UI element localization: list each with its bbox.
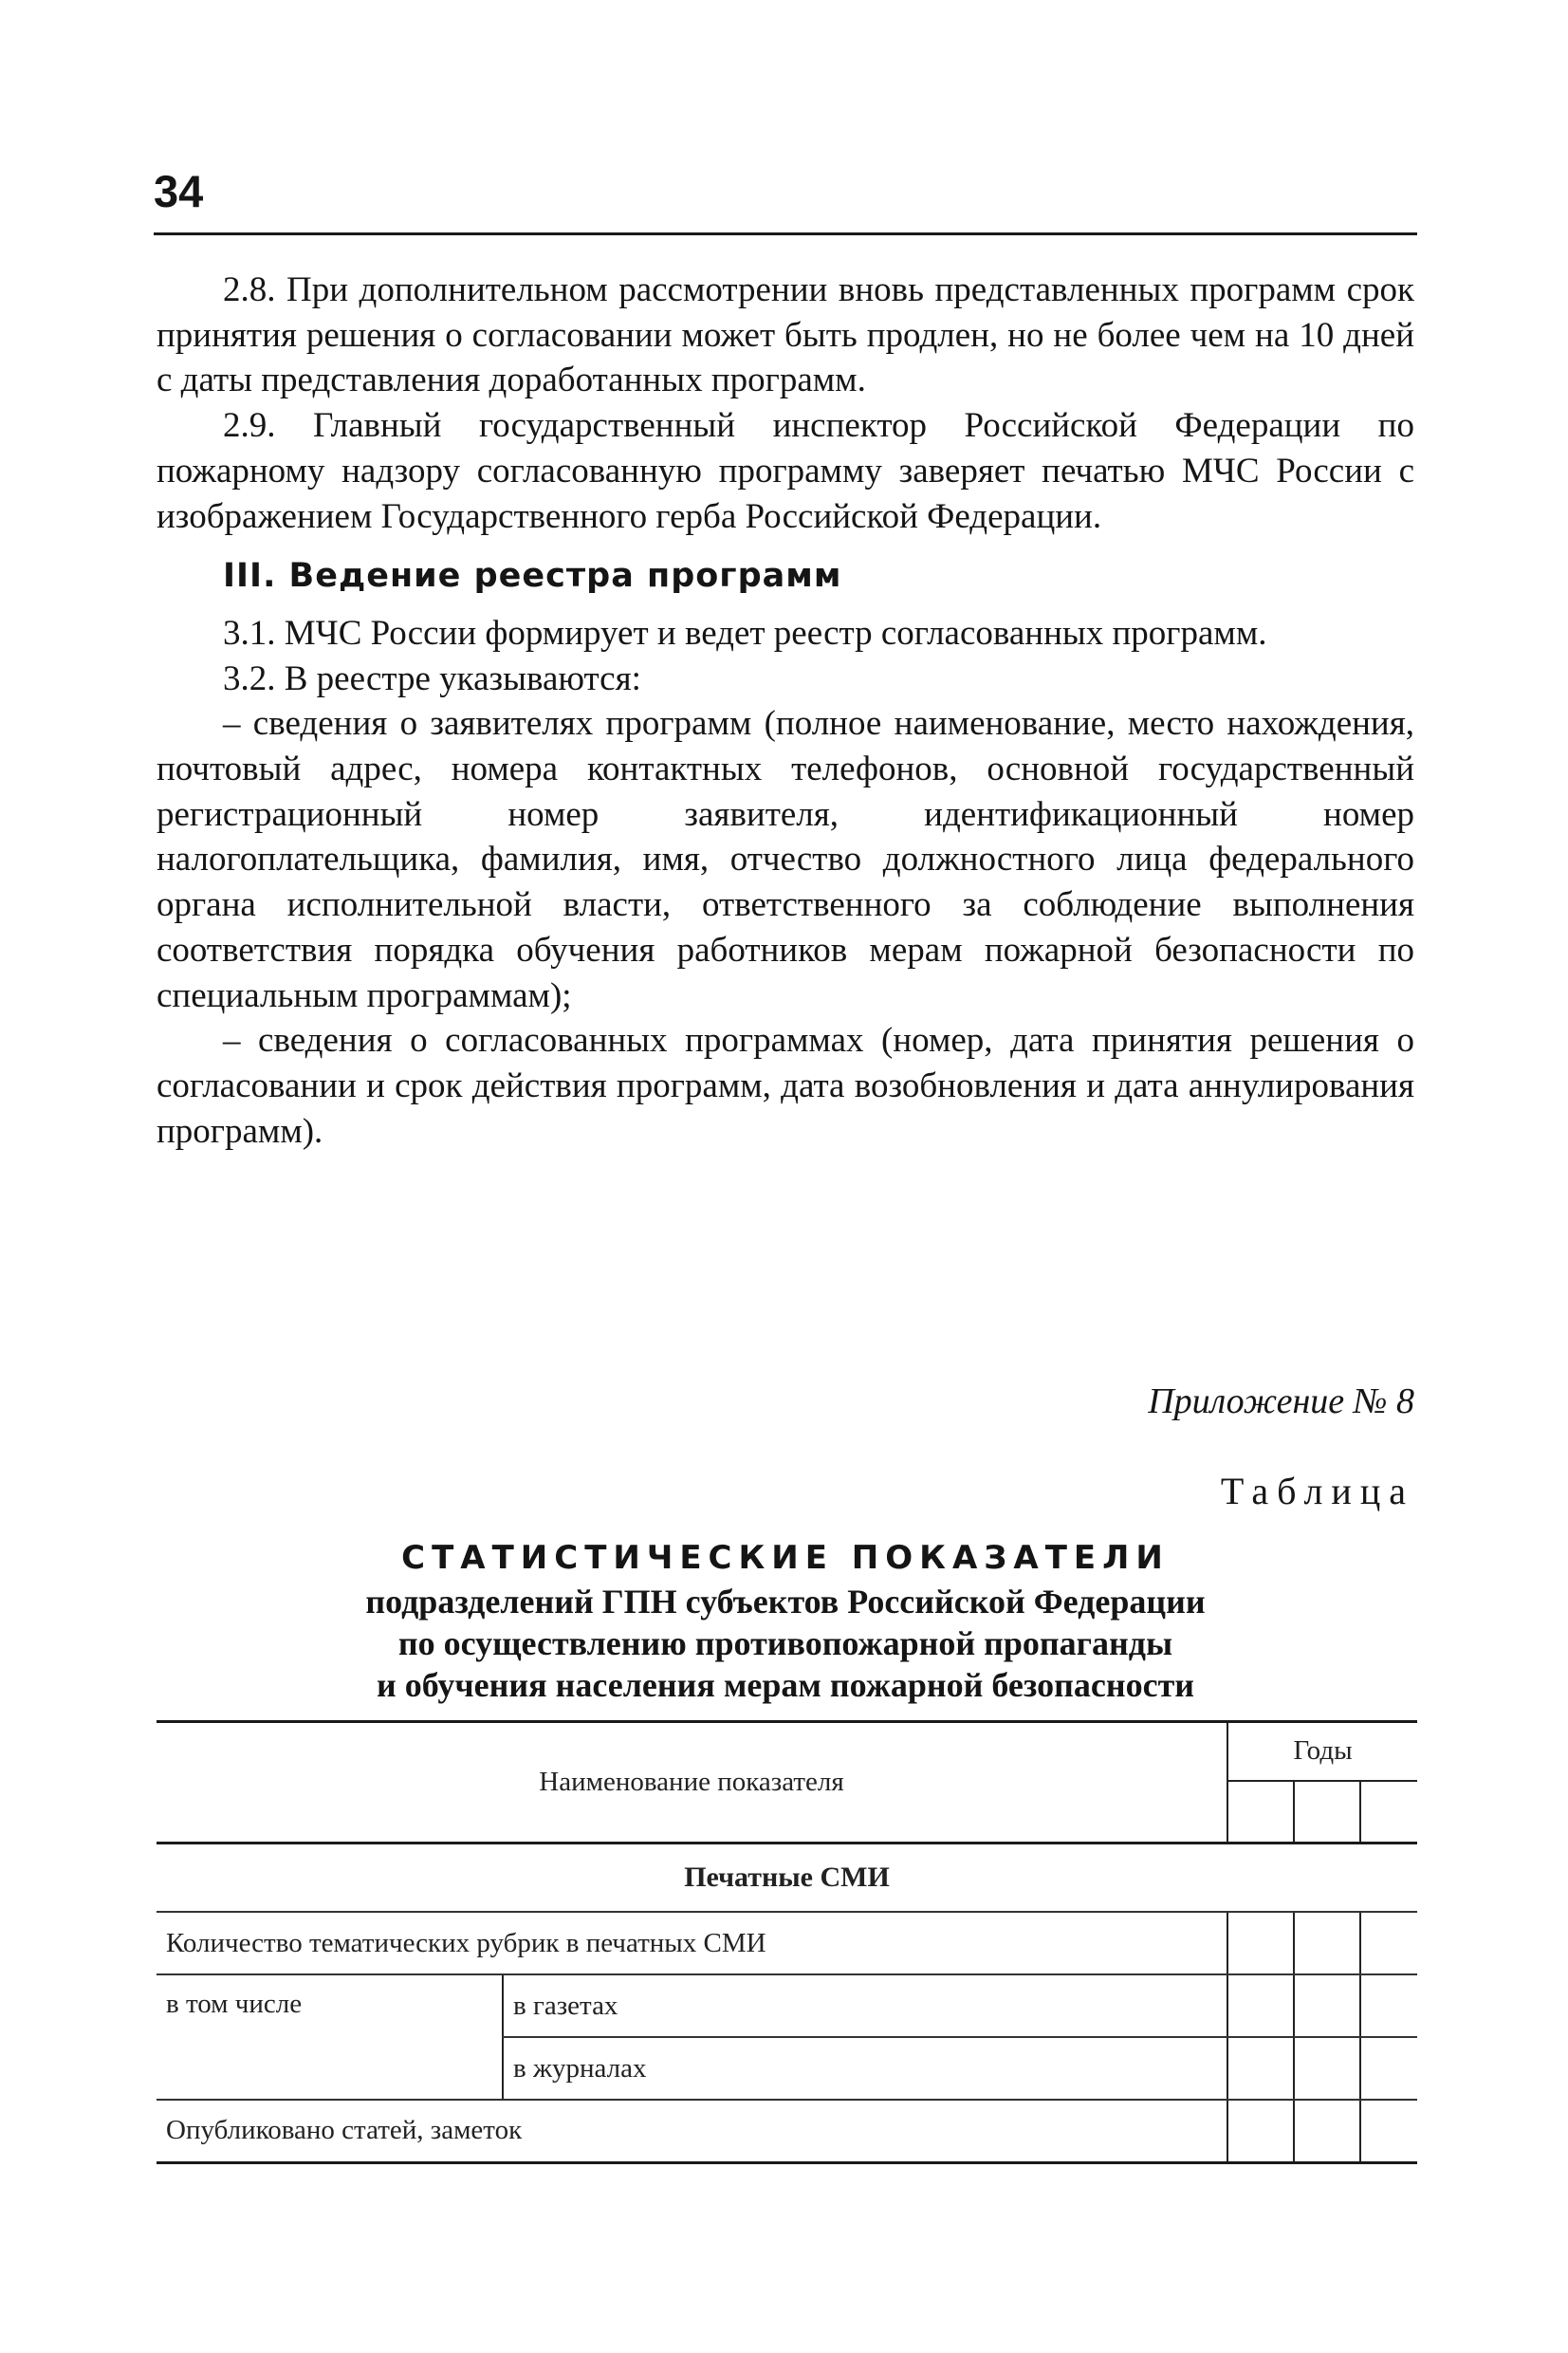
row-newspapers: в газетах — [503, 1974, 1227, 2037]
appendix-label: Приложение № 8 — [1148, 1381, 1414, 1421]
section-print-media: Печатные СМИ — [157, 1843, 1417, 1913]
value-cell — [1294, 2100, 1360, 2162]
year-cell — [1360, 1781, 1417, 1843]
body-text — [157, 268, 1414, 1154]
value-cell — [1294, 2037, 1360, 2100]
bullet-programs: – сведения о согласованных программах (номер, дата принятия решения о согласовании и срок действия программ, дата возобновления и дата аннулирования программ). — [157, 1021, 1414, 1151]
value-cell — [1360, 1912, 1417, 1974]
value-cell — [1227, 1974, 1294, 2037]
paragraph-3-1: 3.1. МЧС России формирует и ведет реестр согласованных программ. — [223, 613, 1267, 653]
row-magazines: в журналах — [503, 2037, 1227, 2100]
row-articles: Опубликовано статей, заметок — [157, 2100, 1227, 2162]
value-cell — [1227, 2100, 1294, 2162]
value-cell — [1360, 2100, 1417, 2162]
value-cell — [1294, 1912, 1360, 1974]
table-title-line: и обучения населения мерам пожарной безопасности — [376, 1666, 1194, 1704]
header-years: Годы — [1227, 1722, 1417, 1781]
value-cell — [1294, 1974, 1360, 2037]
value-cell — [1227, 2037, 1294, 2100]
table-caption: Таблица — [1220, 1470, 1414, 1512]
table-title-line: подразделений ГПН субъектов Российской Федерации — [365, 1583, 1206, 1621]
header-rule — [154, 232, 1417, 235]
header-indicator-name: Наименование показателя — [157, 1722, 1227, 1843]
bullet-applicants: – сведения о заявителях программ (полное наименование, место нахождения, почтовый адрес, номера контактных телефонов, основной государственный регистрационный номер заявителя, идентификационный номер налогоплательщика, фамилия, имя, отчество должностного лица федерального органа исполнительной власти, ответственного за соблюдение выполнения соответствия порядка обучения работников мерам пожарной безопасности по специальным программам); — [157, 704, 1414, 1015]
row-including: в том числе — [157, 1974, 503, 2100]
table-title — [157, 1535, 1414, 1706]
value-cell — [1360, 1974, 1417, 2037]
table-title-line: по осуществлению противопожарной пропаганды — [397, 1624, 1173, 1662]
statistics-table — [157, 1720, 1417, 2164]
paragraph-3-2: 3.2. В реестре указываются: — [223, 658, 641, 698]
value-cell — [1360, 2037, 1417, 2100]
row-rubrics: Количество тематических рубрик в печатных СМИ — [157, 1912, 1227, 1974]
page-number: 34 — [154, 166, 204, 216]
paragraph-2-8: 2.8. При дополнительном рассмотрении вновь представленных программ срок принятия решения о согласовании может быть продлен, но не более чем на 10 дней с даты представления доработанных программ. — [157, 270, 1414, 400]
year-cell — [1294, 1781, 1360, 1843]
year-cell — [1227, 1781, 1294, 1843]
value-cell — [1227, 1912, 1294, 1974]
paragraph-2-9: 2.9. Главный государственный инспектор Российской Федерации по пожарному надзору согласованную программу заверяет печатью МЧС России с изображением Государственного герба Российской Федерации. — [157, 406, 1414, 536]
table-title-main: СТАТИСТИЧЕСКИЕ ПОКАЗАТЕЛИ — [401, 1539, 1170, 1577]
section-heading-3: III. Ведение реестра программ — [223, 557, 842, 596]
